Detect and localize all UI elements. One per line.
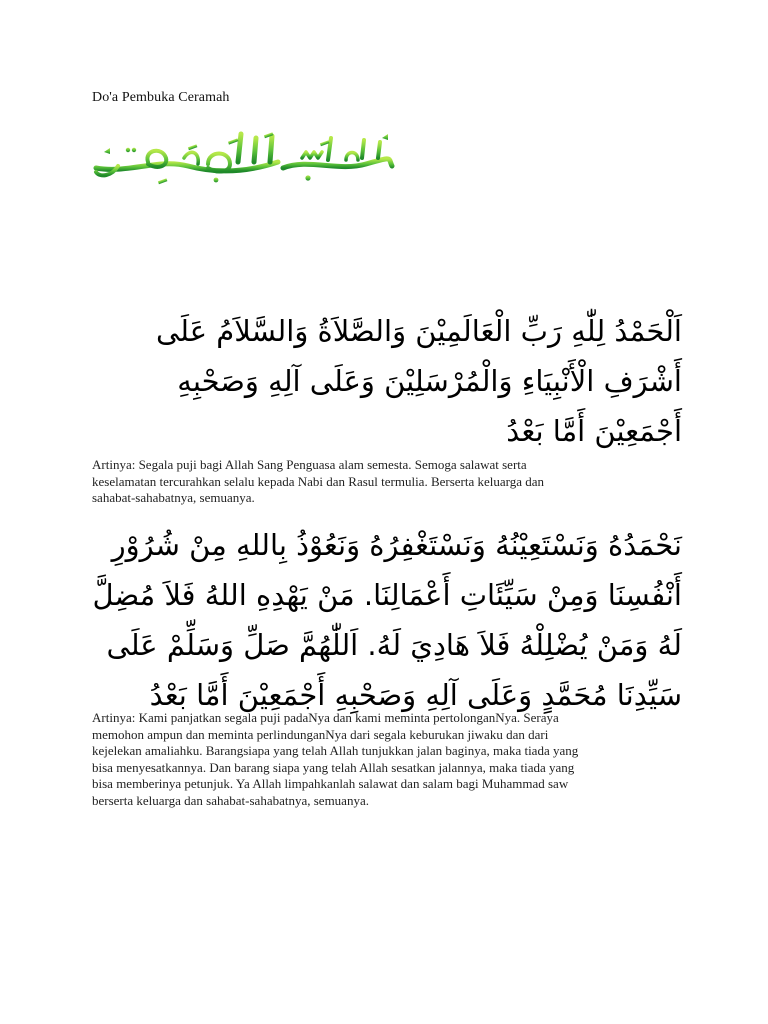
translation-line: keselamatan tercurahkan selalu kepada Nabi dan Rasul termulia. Berserta keluarga dan (92, 473, 545, 489)
basmalah-calligraphy (88, 128, 398, 192)
arabic-line: أَجْمَعِيْنَ أَمَّا بَعْدُ (506, 414, 682, 448)
arabic-line: لَهُ وَمَنْ يُضْلِلْهُ فَلاَ هَادِيَ لَهُ. اَللّٰهُمَّ صَلِّ وَسَلِّمْ عَلَى (106, 628, 682, 662)
translation-line: memohon ampun dan meminta perlindunganNya dari segala keburukan jiwaku dan dari (92, 726, 549, 742)
arabic-line: سَيِّدِنَا مُحَمَّدٍ وَعَلَى آلِهِ وَصَحْبِهِ أَجْمَعِيْنَ أَمَّا بَعْدُ (149, 678, 682, 712)
document-title: Do'a Pembuka Ceramah (92, 90, 230, 105)
opening-prayer-arabic (88, 306, 682, 456)
translation-line: sahabat-sahabatnya, semuanya. (92, 490, 255, 505)
arabic-line: أَشْرَفِ الْأَنْبِيَاءِ وَالْمُرْسَلِيْنَ وَعَلَى آلِهِ وَصَحْبِهِ (177, 364, 682, 398)
translation-line: Artinya: Segala puji bagi Allah Sang Penguasa alam semesta. Semoga salawat serta (92, 457, 527, 472)
praise-prayer-translation (92, 710, 682, 809)
opening-prayer-translation (92, 457, 682, 507)
arabic-line: أَنْفُسِنَا وَمِنْ سَيِّئَاتِ أَعْمَالِنَا. مَنْ يَهْدِهِ اللهُ فَلاَ مُضِلَّ (92, 578, 682, 612)
arabic-line: اَلْحَمْدُ لِلّٰهِ رَبِّ الْعَالَمِيْنَ وَالصَّلاَةُ وَالسَّلاَمُ عَلَى (156, 314, 682, 348)
translation-line: Artinya: Kami panjatkan segala puji padaNya dan kami meminta pertolonganNya. Seraya (92, 710, 559, 725)
basmalah-calligraphy-icon (88, 128, 398, 192)
translation-line: bisa memberinya petunjuk. Ya Allah limpahkanlah salawat dan salam bagi Muhammad saw (92, 776, 569, 791)
translation-line: bisa menyesatkannya. Dan barang siapa yang telah Allah sesatkan jalannya, maka tiada yang (92, 759, 575, 775)
translation-line: berserta keluarga dan sahabat-sahabatnya, semuanya. (92, 792, 369, 808)
arabic-line: نَحْمَدُهُ وَنَسْتَعِيْنُهُ وَنَسْتَغْفِرُهُ وَنَعُوْذُ بِاللهِ مِنْ شُرُوْرِ (111, 528, 682, 562)
translation-line: kejelekan amaliahku. Barangsiapa yang telah Allah tunjukkan jalan baginya, maka tiada yang (92, 743, 579, 758)
praise-prayer-arabic (88, 520, 682, 720)
